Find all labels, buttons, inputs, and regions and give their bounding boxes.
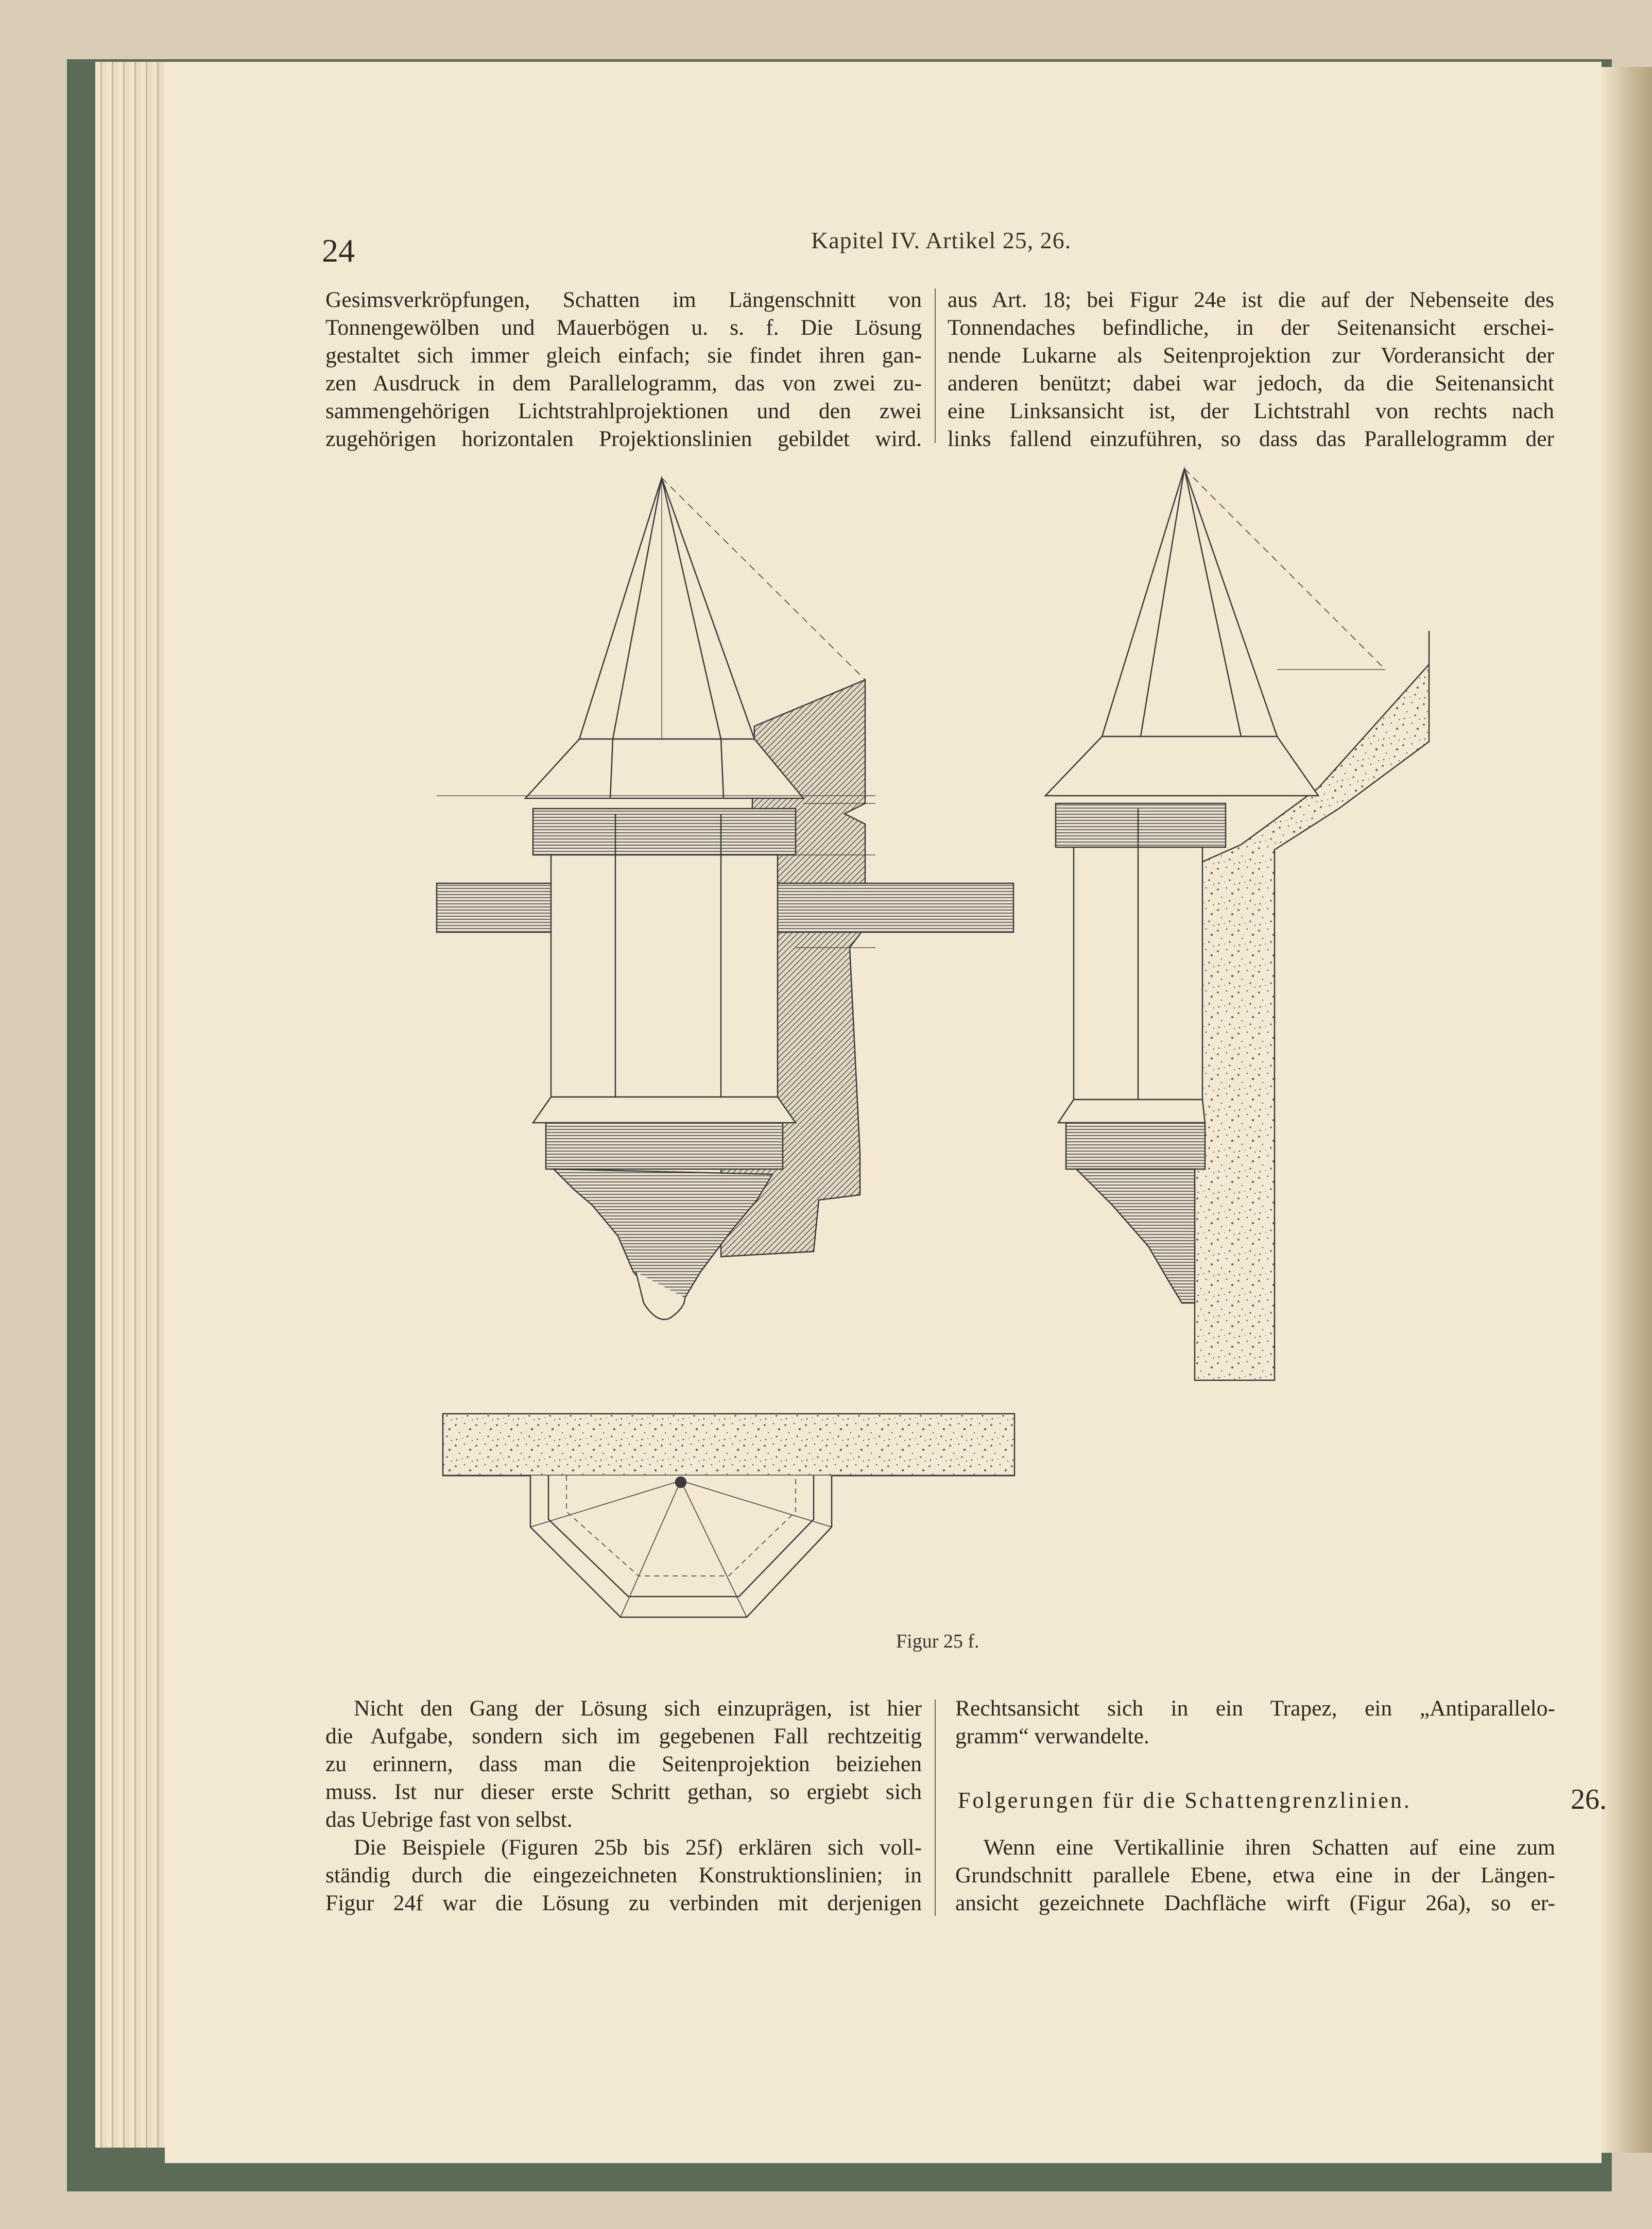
text-line: links fallend einzuführen, so dass das Parallelogramm der — [948, 426, 1554, 451]
text-line: zen Ausdruck in dem Parallelogramm, das von zwei zu- — [325, 371, 922, 396]
text-line: Grundschnitt parallele Ebene, etwa eine in der Längen- — [955, 1863, 1555, 1888]
margin-article-number: 26. — [1571, 1784, 1607, 1815]
text-line: aus Art. 18; bei Figur 24e ist die auf der Nebenseite des — [948, 287, 1554, 312]
text-line: Nicht den Gang der Lösung sich einzuprägen, ist hier — [354, 1696, 922, 1721]
plan-view — [443, 1414, 1014, 1617]
oriel-body — [551, 855, 778, 1097]
bottom-left-column — [325, 1694, 922, 1917]
figure-25f-drawing — [422, 464, 1607, 1648]
page-gutter — [1602, 67, 1652, 2153]
top-right-column — [948, 286, 1554, 453]
running-head: Kapitel IV. Artikel 25, 26. — [811, 227, 1072, 253]
text-line: ansicht gezeichnete Dachfläche wirft (Figur 26a), so er- — [955, 1891, 1555, 1915]
text-line: Tonnengewölben und Mauerbögen u. s. f. Die Lösung — [325, 315, 922, 340]
text-line: die Aufgabe, sondern sich im gegebenen Fall rechtzeitig — [325, 1724, 922, 1748]
text-line: anderen benützt; dabei war jedoch, da die Seitenansicht — [948, 371, 1554, 396]
section-body — [955, 1833, 1555, 1917]
page-number: 24 — [322, 232, 355, 269]
upper-moulding — [533, 809, 796, 855]
text-line: muss. Ist nur dieser erste Schritt gethan, so ergiebt sich — [325, 1779, 922, 1804]
text-line: nende Lukarne als Seitenprojektion zur Vorderansicht der — [948, 343, 1554, 368]
text-line: gramm“ verwandelte. — [955, 1724, 1149, 1748]
bottom-right-column — [955, 1694, 1555, 1750]
text-line: ständig durch die eingezeichneten Konstruktionslinien; in — [325, 1863, 922, 1888]
corbel — [1076, 1169, 1195, 1303]
text-line: sammengehörigen Lichtstrahlprojektionen und den zwei — [325, 399, 922, 423]
text-line: Wenn eine Vertikallinie ihren Schatten auf eine zum — [984, 1835, 1555, 1860]
figure-caption: Figur 25 f. — [896, 1631, 979, 1652]
text-line: eine Linksansicht ist, der Lichtstrahl von rechts nach — [948, 399, 1554, 423]
text-line: Tonnendaches befindliche, in der Seitenansicht erschei- — [948, 315, 1554, 340]
text-line: zugehörigen horizontalen Projektionslinien gebildet wird. — [325, 426, 922, 451]
text-line: das Uebrige fast von selbst. — [325, 1807, 573, 1832]
left-elevation — [437, 478, 1013, 1319]
upper-moulding — [1056, 803, 1226, 847]
top-left-column — [325, 286, 922, 453]
text-line: Figur 24f war die Lösung zu verbinden mit derjenigen — [325, 1891, 922, 1915]
lower-cornice — [533, 1097, 796, 1123]
text-line: Die Beispiele (Figuren 25b bis 25f) erklären sich voll- — [354, 1835, 922, 1860]
lower-moulding — [546, 1123, 783, 1169]
spire — [1102, 469, 1277, 736]
lower-moulding — [1066, 1123, 1205, 1169]
column-rule — [935, 288, 936, 443]
page-edges — [95, 62, 167, 2148]
roof-skirt — [1045, 736, 1318, 796]
text-line: Gesimsverkröpfungen, Schatten im Längenschnitt von — [325, 287, 922, 312]
spire — [579, 478, 754, 739]
apex-point — [676, 1477, 686, 1487]
text-line: zu erinnern, dass man die Seitenprojektion beiziehen — [325, 1752, 922, 1776]
roof-skirt — [525, 739, 803, 798]
section-heading: Folgerungen für die Schattengrenzlinien. — [958, 1788, 1412, 1813]
text-line: Rechtsansicht sich in ein Trapez, ein „Antiparallelo- — [955, 1696, 1555, 1721]
stippled-wall-plan — [443, 1414, 1014, 1476]
right-elevation — [1045, 469, 1429, 1380]
column-rule — [935, 1700, 936, 1916]
text-line: gestaltet sich immer gleich einfach; sie findet ihren gan- — [325, 343, 922, 368]
